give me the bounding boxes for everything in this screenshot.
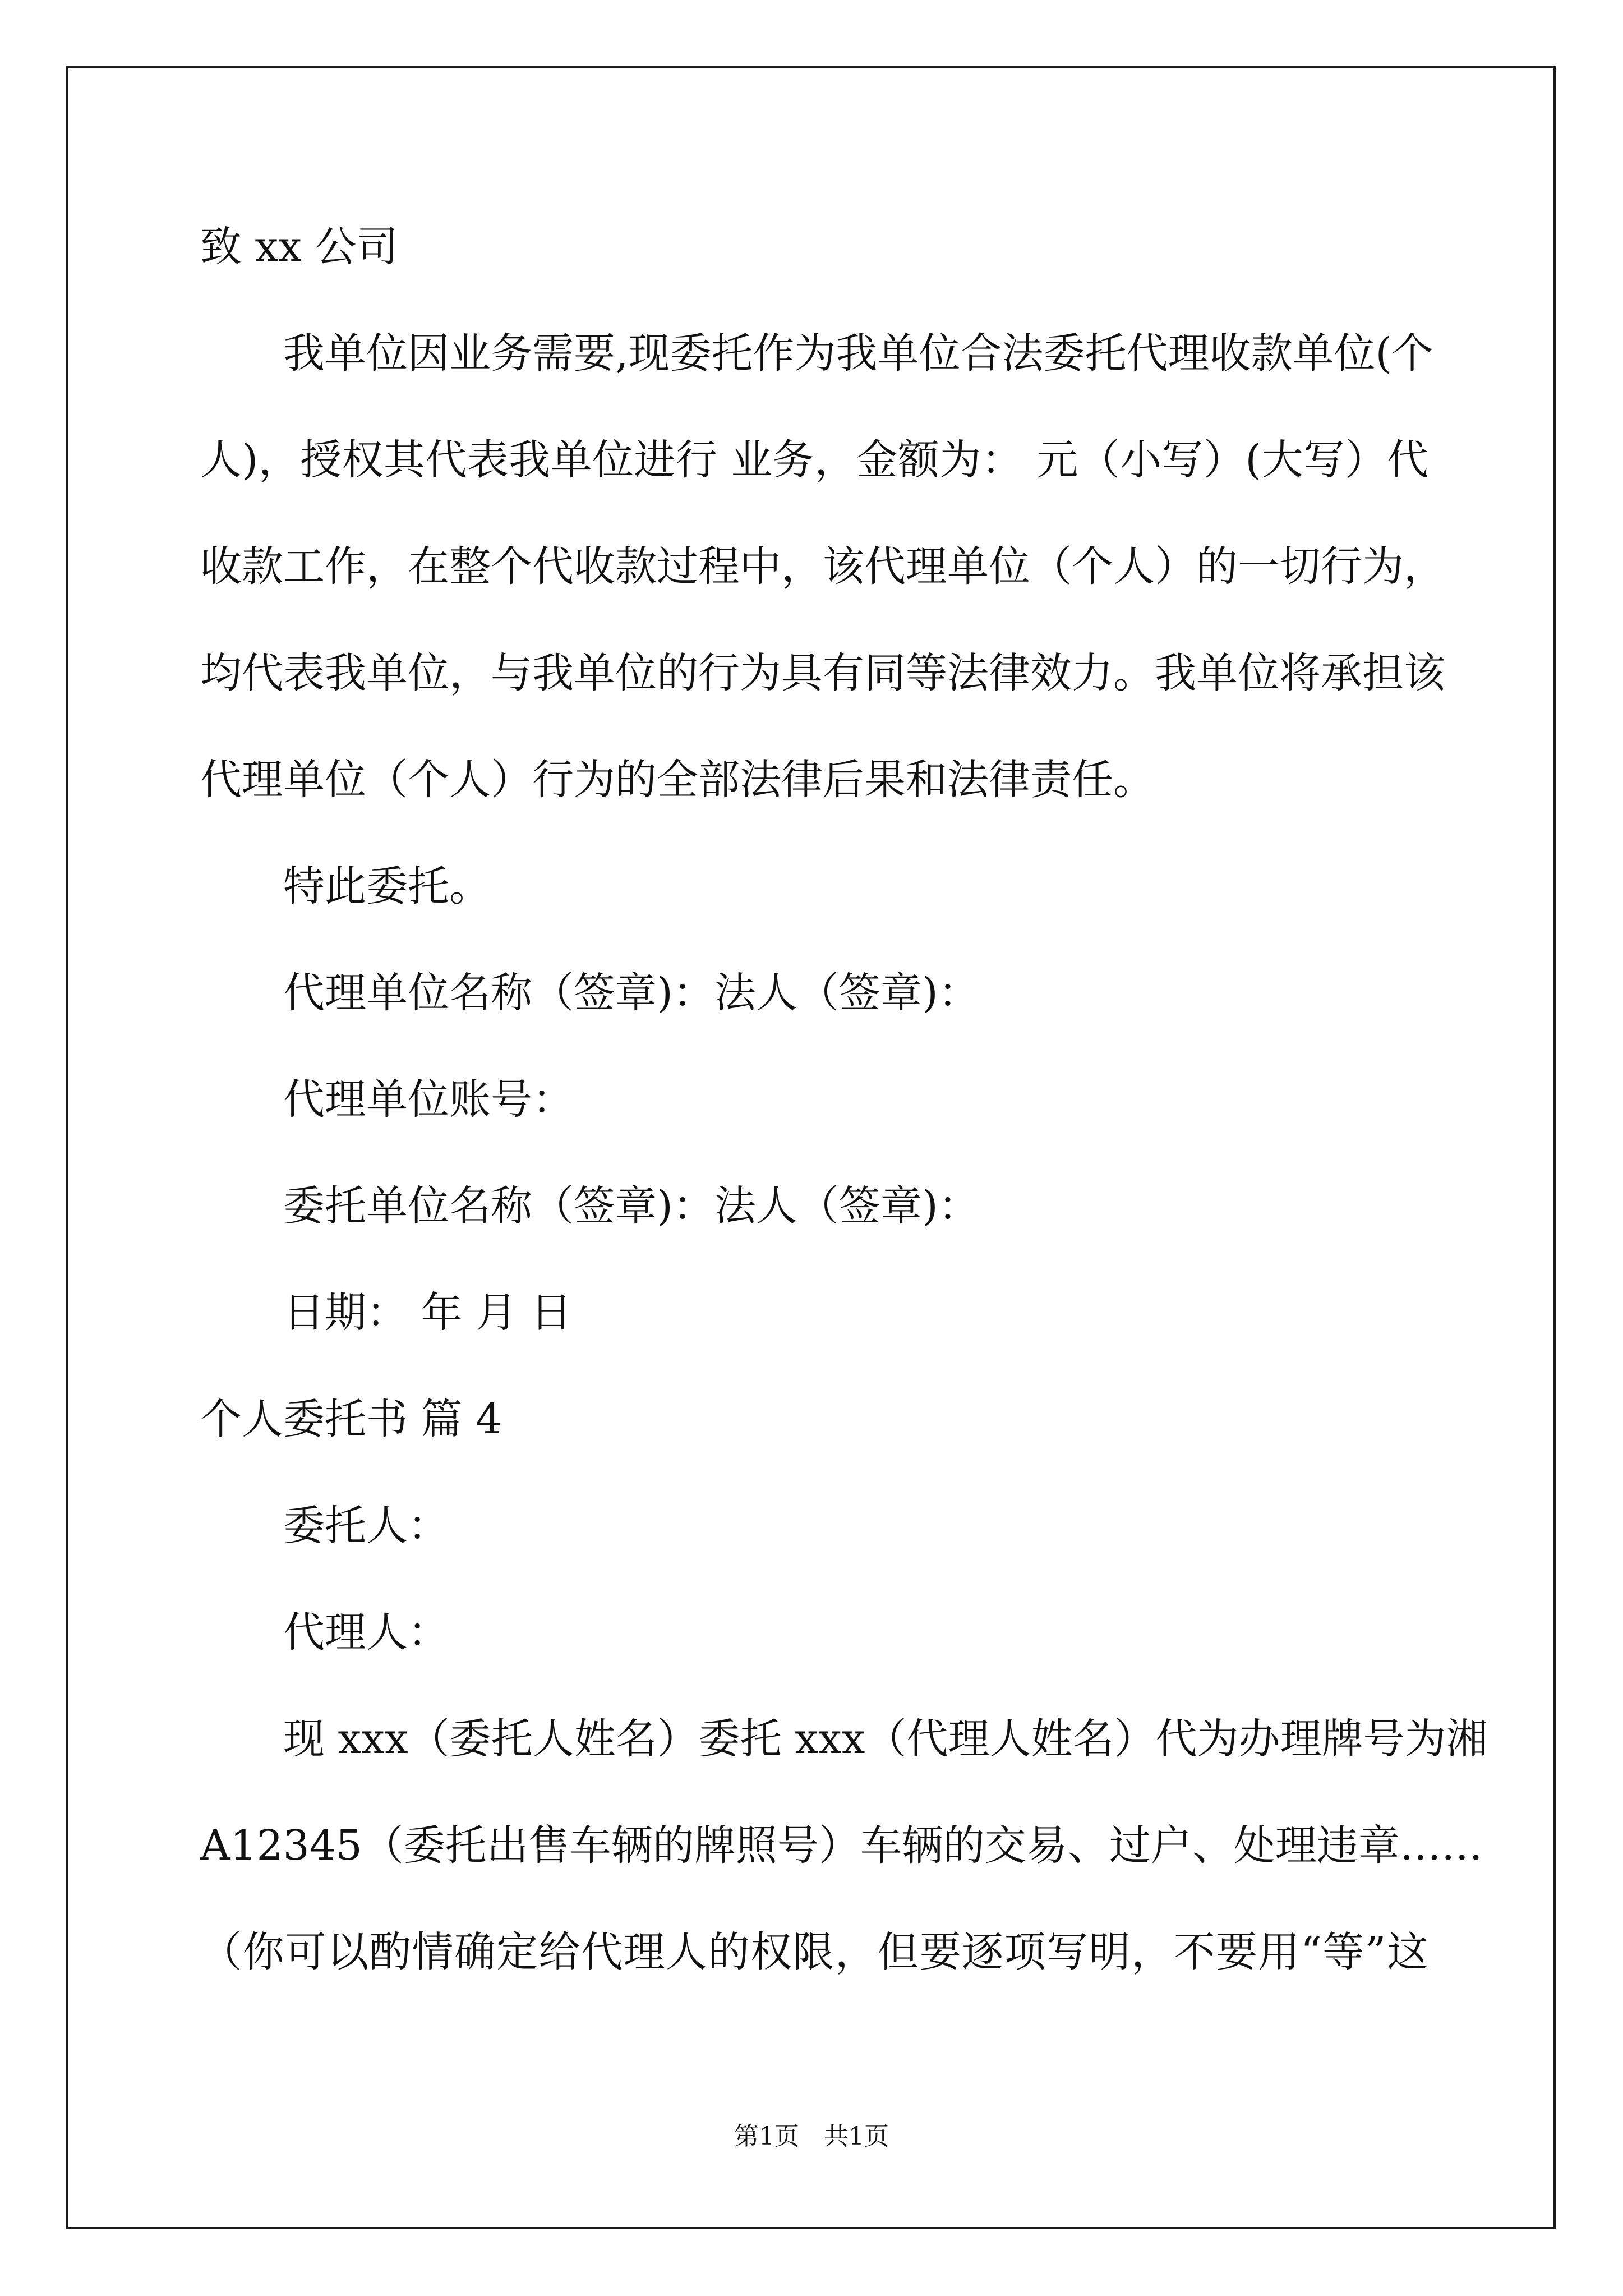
paragraph-line: 收款工作，在整个代收款过程中，该代理单位（个人）的一切行为，: [200, 542, 1445, 591]
page-number: 第1页 共1页: [734, 2122, 889, 2151]
agent-account-line: 代理单位账号：: [283, 1075, 574, 1124]
paragraph-line: 均代表我单位，与我单位的行为具有同等法律效力。我单位将承担该: [200, 649, 1445, 697]
agent-line: 代理人：: [283, 1608, 449, 1657]
paragraph-line: 我单位因业务需要,现委托作为我单位合法委托代理收款单位(个: [283, 329, 1433, 378]
paragraph-line: （你可以酌情确定给代理人的权限，但要逐项写明，不要用“等”这: [200, 1928, 1428, 1976]
principal-line: 委托人：: [283, 1502, 449, 1550]
paragraph-line: 人)，授权其代表我单位进行 业务，金额为： 元（小写）(大写）代: [200, 436, 1428, 484]
section-heading: 个人委托书 篇 4: [200, 1395, 502, 1443]
salutation: 致 xx 公司: [200, 223, 398, 271]
agent-signature-line: 代理单位名称（签章)：法人（签章)：: [283, 969, 980, 1017]
date-line: 日期： 年 月 日: [283, 1289, 572, 1337]
closing-line: 特此委托。: [283, 862, 491, 910]
paragraph-line: 代理单位（个人）行为的全部法律后果和法律责任。: [200, 756, 1155, 804]
paragraph-line: A12345（委托出售车辆的牌照号）车辆的交易、过户、处理违章……: [200, 1821, 1483, 1870]
paragraph-line: 现 xxx（委托人姓名）委托 xxx（代理人姓名）代为办理牌号为湘: [283, 1715, 1488, 1763]
principal-signature-line: 委托单位名称（签章)：法人（签章)：: [283, 1182, 980, 1230]
page-border: [66, 66, 1556, 2229]
